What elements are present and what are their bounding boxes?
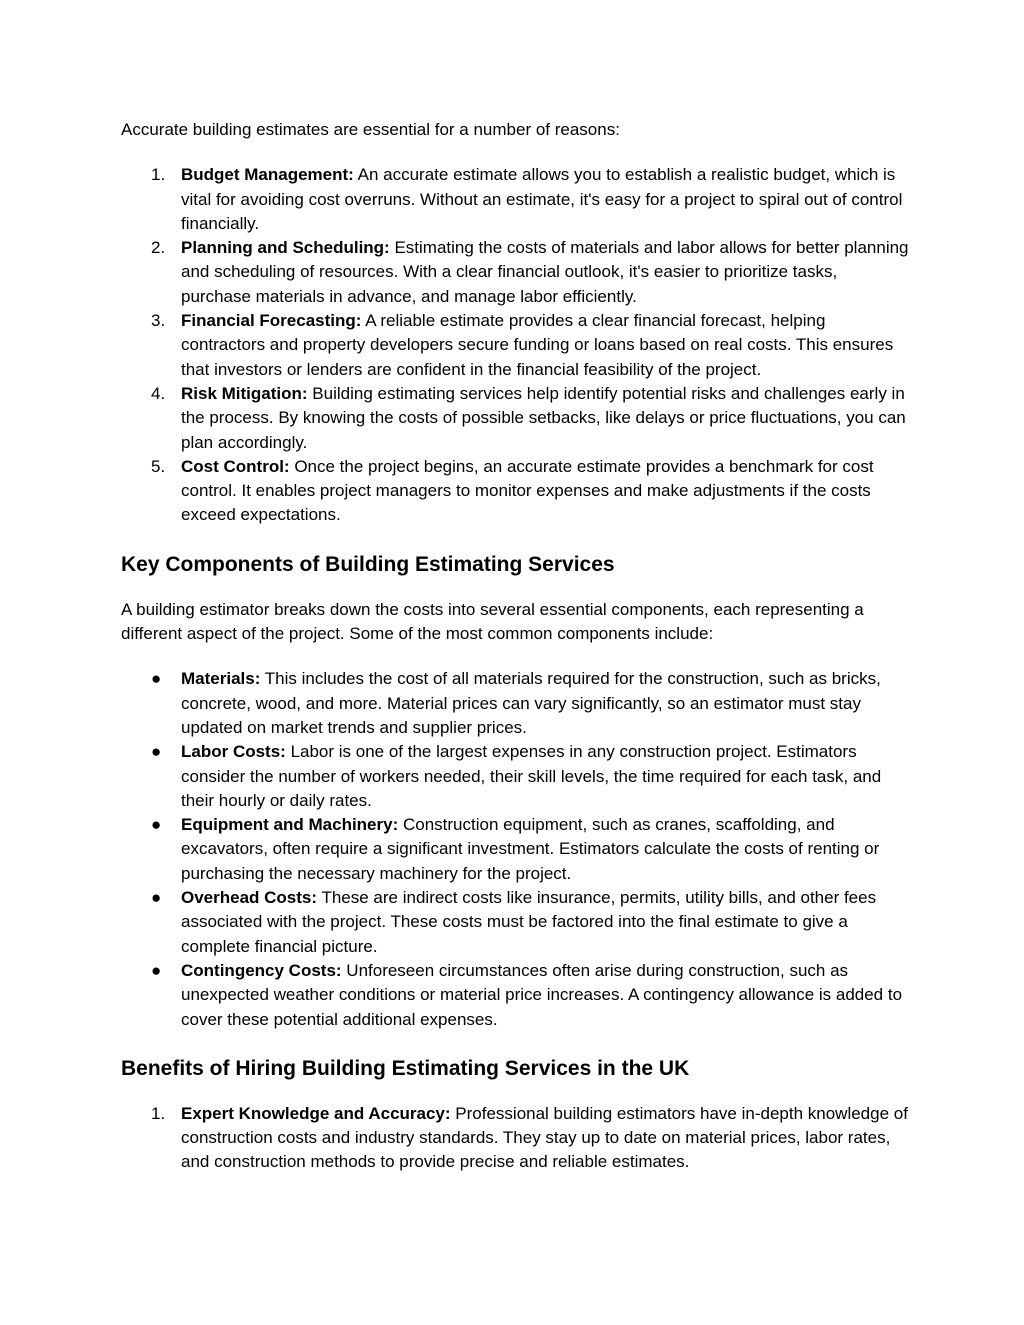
bullet-icon: ● (151, 742, 162, 762)
component-item (121, 813, 911, 886)
reason-title: Cost Control: (181, 456, 290, 476)
component-item (121, 886, 911, 959)
component-item (121, 667, 911, 740)
component-title: Contingency Costs: (181, 960, 342, 980)
component-item (121, 959, 911, 1032)
reason-item (121, 309, 911, 382)
component-title: Materials: (181, 669, 261, 689)
reason-text: A reliable estimate provides a clear financial forecast, helping contractors and property developers secure funding or loans based on real costs. This ensures that investors or lenders are confident in the financial feasibility of the project. (181, 311, 894, 379)
component-title: Equipment and Machinery: (181, 815, 399, 835)
benefit-title: Expert Knowledge and Accuracy: (181, 1103, 451, 1123)
component-text: These are indirect costs like insurance, permits, utility bills, and other fees associated with the project. These costs must be factored into the final estimate to give a complete financial picture. (181, 888, 877, 956)
component-item (121, 740, 911, 813)
section-heading-benefits: Benefits of Hiring Building Estimating Services in the UK (121, 1056, 690, 1080)
reason-title: Planning and Scheduling: (181, 238, 390, 258)
component-title: Labor Costs: (181, 742, 286, 762)
document-page (121, 118, 911, 1175)
reason-item (121, 236, 911, 309)
bullet-icon: ● (151, 960, 162, 980)
list-number: 4. (151, 383, 166, 403)
reason-item (121, 455, 911, 528)
list-number: 1. (151, 1103, 166, 1123)
component-text: Labor is one of the largest expenses in any construction project. Estimators consider the number of workers needed, their skill levels, the time required for each task, and their hourly or daily rates. (181, 742, 882, 810)
reason-text: Estimating the costs of materials and labor allows for better planning and scheduling of resources. With a clear financial outlook, it's easier to prioritize tasks, purchase materials in advance, and manage labor efficiently. (181, 238, 909, 306)
reason-item (121, 382, 911, 455)
benefit-item (121, 1102, 911, 1175)
list-number: 5. (151, 456, 166, 476)
bullet-icon: ● (151, 815, 162, 835)
benefits-list (121, 1102, 911, 1175)
component-text: Unforeseen circumstances often arise during construction, such as unexpected weather conditions or material price increases. A contingency allowance is added to cover these potential additional expenses. (181, 960, 903, 1029)
bullet-icon: ● (151, 669, 162, 689)
reason-title: Risk Mitigation: (181, 383, 308, 403)
component-title: Overhead Costs: (181, 888, 318, 908)
bullet-icon: ● (151, 888, 162, 908)
components-list (121, 667, 911, 1031)
intro-paragraph: Accurate building estimates are essential for a number of reasons: (121, 120, 620, 139)
list-number: 1. (151, 165, 166, 185)
section-heading-components: Key Components of Building Estimating Services (121, 552, 615, 576)
component-text: This includes the cost of all materials required for the construction, such as bricks, concrete, wood, and more. Material prices can vary significantly, so an estimator must stay updated on market trends and supplier prices. (181, 669, 881, 737)
components-intro-paragraph: A building estimator breaks down the costs into several essential components, each representing a different aspect of the project. Some of the most common components include: (121, 599, 864, 644)
reason-text: Building estimating services help identify potential risks and challenges early in the process. By knowing the costs of possible setbacks, like delays or price fluctuations, you can plan accordingly. (181, 383, 906, 452)
reason-text: An accurate estimate allows you to establish a realistic budget, which is vital for avoiding cost overruns. Without an estimate, it's easy for a project to spiral out of control financially. (181, 165, 903, 233)
reason-item (121, 163, 911, 236)
list-number: 3. (151, 311, 166, 331)
benefit-text: Professional building estimators have in-depth knowledge of construction costs and industry standards. They stay up to date on material prices, labor rates, and construction methods to provide precise and reliable estimates. (181, 1103, 908, 1172)
reason-title: Budget Management: (181, 165, 354, 185)
component-text: Construction equipment, such as cranes, scaffolding, and excavators, often require a significant investment. Estimators calculate the costs of renting or purchasing the necessary machinery for the project. (181, 815, 880, 883)
reason-text: Once the project begins, an accurate estimate provides a benchmark for cost control. It enables project managers to monitor expenses and make adjustments if the costs exceed expectations. (181, 456, 874, 525)
reasons-list (121, 163, 911, 527)
list-number: 2. (151, 238, 166, 258)
reason-title: Financial Forecasting: (181, 311, 362, 331)
